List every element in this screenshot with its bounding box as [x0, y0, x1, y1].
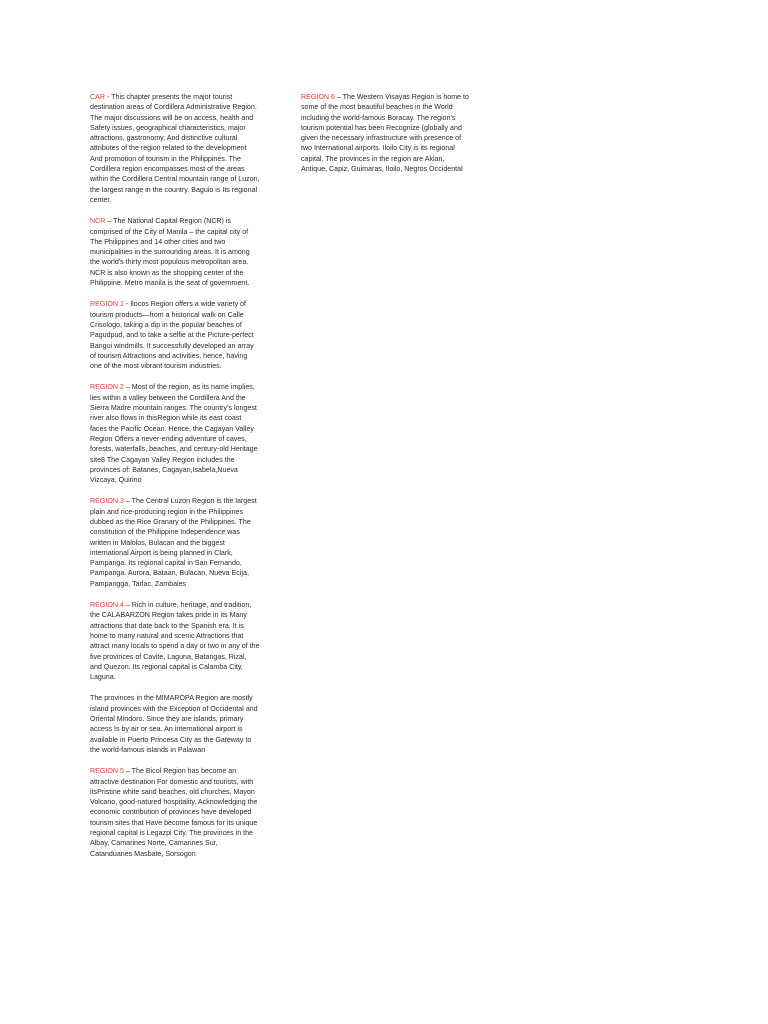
paragraph-region-2 — [90, 382, 260, 485]
paragraph-text: - Ilocos Region offers a wide variety of tourism products—from a historical walk on Calle Crisologo, taking a dip in the popular beaches of Pagudpud, and to take a selfie at the Picture-perfect Bangui windmills. It successfully developed an array of tourism Attractions and activities, hence, having one of the most vibrant tourism industries. — [90, 300, 254, 371]
paragraph-region-3 — [90, 496, 260, 589]
region-label: REGION 2 — [90, 383, 124, 392]
right-column — [301, 92, 471, 185]
region-label: REGION 5 — [90, 767, 124, 776]
region-label: REGION 6 — [301, 93, 335, 101]
paragraph-mimaropa — [90, 693, 260, 755]
region-label: NCR — [90, 217, 106, 226]
paragraph-text: – Most of the region, as its name implies, lies within a valley between the Cordillera And the Sierra Madre mountain ranges. The country's longest river also flows in thisRegion while its east coast faces the Pacific Ocean. Hence, the Cagayan Valley Region Offers a never-ending adventure of caves, forests, waterfalls, beaches, and century-old Heritage site8 The Cagayan Valley Region includes the provinces of: Batanes, Cagayan,Isabela,Nueva Vizcaya, Quirino — [90, 383, 258, 485]
paragraph-region-5 — [90, 766, 260, 859]
paragraph-text: – Rich in culture, heritage, and tradition, the CALABARZON Region takes pride in its Many attractions that date back to the Spanish era. It is home to many natural and scenic Attractions that attract many locals to spend a day or two in any of the five provinces of Cavite, Laguna, Batangas, Rizal, and Quezon. Its regional capital is Calamba City, Laguna. — [90, 601, 260, 682]
paragraph-text: – The Central Luzon Region is the largest plain and rice-producing region in the Philippines dubbed as the Rice Granary of the Philippines. The constitution of the Philippine Independence was written in Malolos, Bulacan and the biggest international Airport is being planned in Clark, Pampanga. Its regional capital in San Fernando, Pampanga. Aurora, Bataan, Bulacan, Nueva Ecija, Pampangga, Tarlac, Zambales — [90, 497, 257, 588]
region-label: REGION 4 — [90, 601, 124, 610]
paragraph-region-4 — [90, 600, 260, 682]
region-label: CAR — [90, 93, 105, 101]
region-label: REGION 3 — [90, 497, 124, 506]
paragraph-text: - This chapter presents the major tourist destination areas of Cordillera Administrative Region. The major discussions will be on access, health and Safety issues, geographical characteristics, major attractions, gastronomy, And distinctive cultural attributes of the region related to the development And promotion of tourism in the Philippines. The Cordillera region encompasses most of the areas within the Cordillera Central mountain range of Luzon, the largest range in the country. Baguio is Its regional center. — [90, 93, 260, 204]
paragraph-car — [90, 92, 260, 205]
paragraph-ncr — [90, 216, 260, 288]
paragraph-region-1 — [90, 299, 260, 371]
paragraph-region-6 — [301, 92, 471, 174]
paragraph-text: – The Bicol Region has become an attractive destination For domestic and tourists, with itsPristine white sand beaches, old churches, Mayon Volcano, good-natured hospitality. Acknowledging the economic contribution of provinces have developed tourism sites that Have become famous for its unique regional capital is Legazpi City. The provinces in the Albay, Camarines Norte, Camarines Sur, Catanduanes Masbate, Sorsogon — [90, 767, 258, 858]
paragraph-text: The provinces in the MIMAROPA Region are mostly island provinces with the Exception of Occidental and Oriental Mindoro. Since they are islands, primary access Is by air or sea. An international airport is available in Puerto Princesa City as the Gateway to the world-famous islands in Palawan — [90, 694, 258, 754]
left-column — [90, 92, 260, 870]
paragraph-text: – The Western Visayas Region is home to some of the most beautiful beaches in the World including the world-famous Boracay. The region's tourism potential has been Recognize (globally and given the necessary infrastructure with presence of two International airports. Iloilo City is its regional capital. The provinces in the region are Aklan, Antique, Capiz, Guimaras, Iloilo, Negros Occidental — [301, 93, 469, 174]
region-label: REGION 1 — [90, 300, 124, 309]
paragraph-text: – The National Capital Region (NCR) is comprised of the City of Manila – the capital city of The Philippines and 14 other cities and two municipalities in the surrounding areas. It is among the world's thirty most populous metropolitan area. NCR is also known as the shopping center of the Philippine. Metro manila is the seat of government. — [90, 217, 250, 288]
